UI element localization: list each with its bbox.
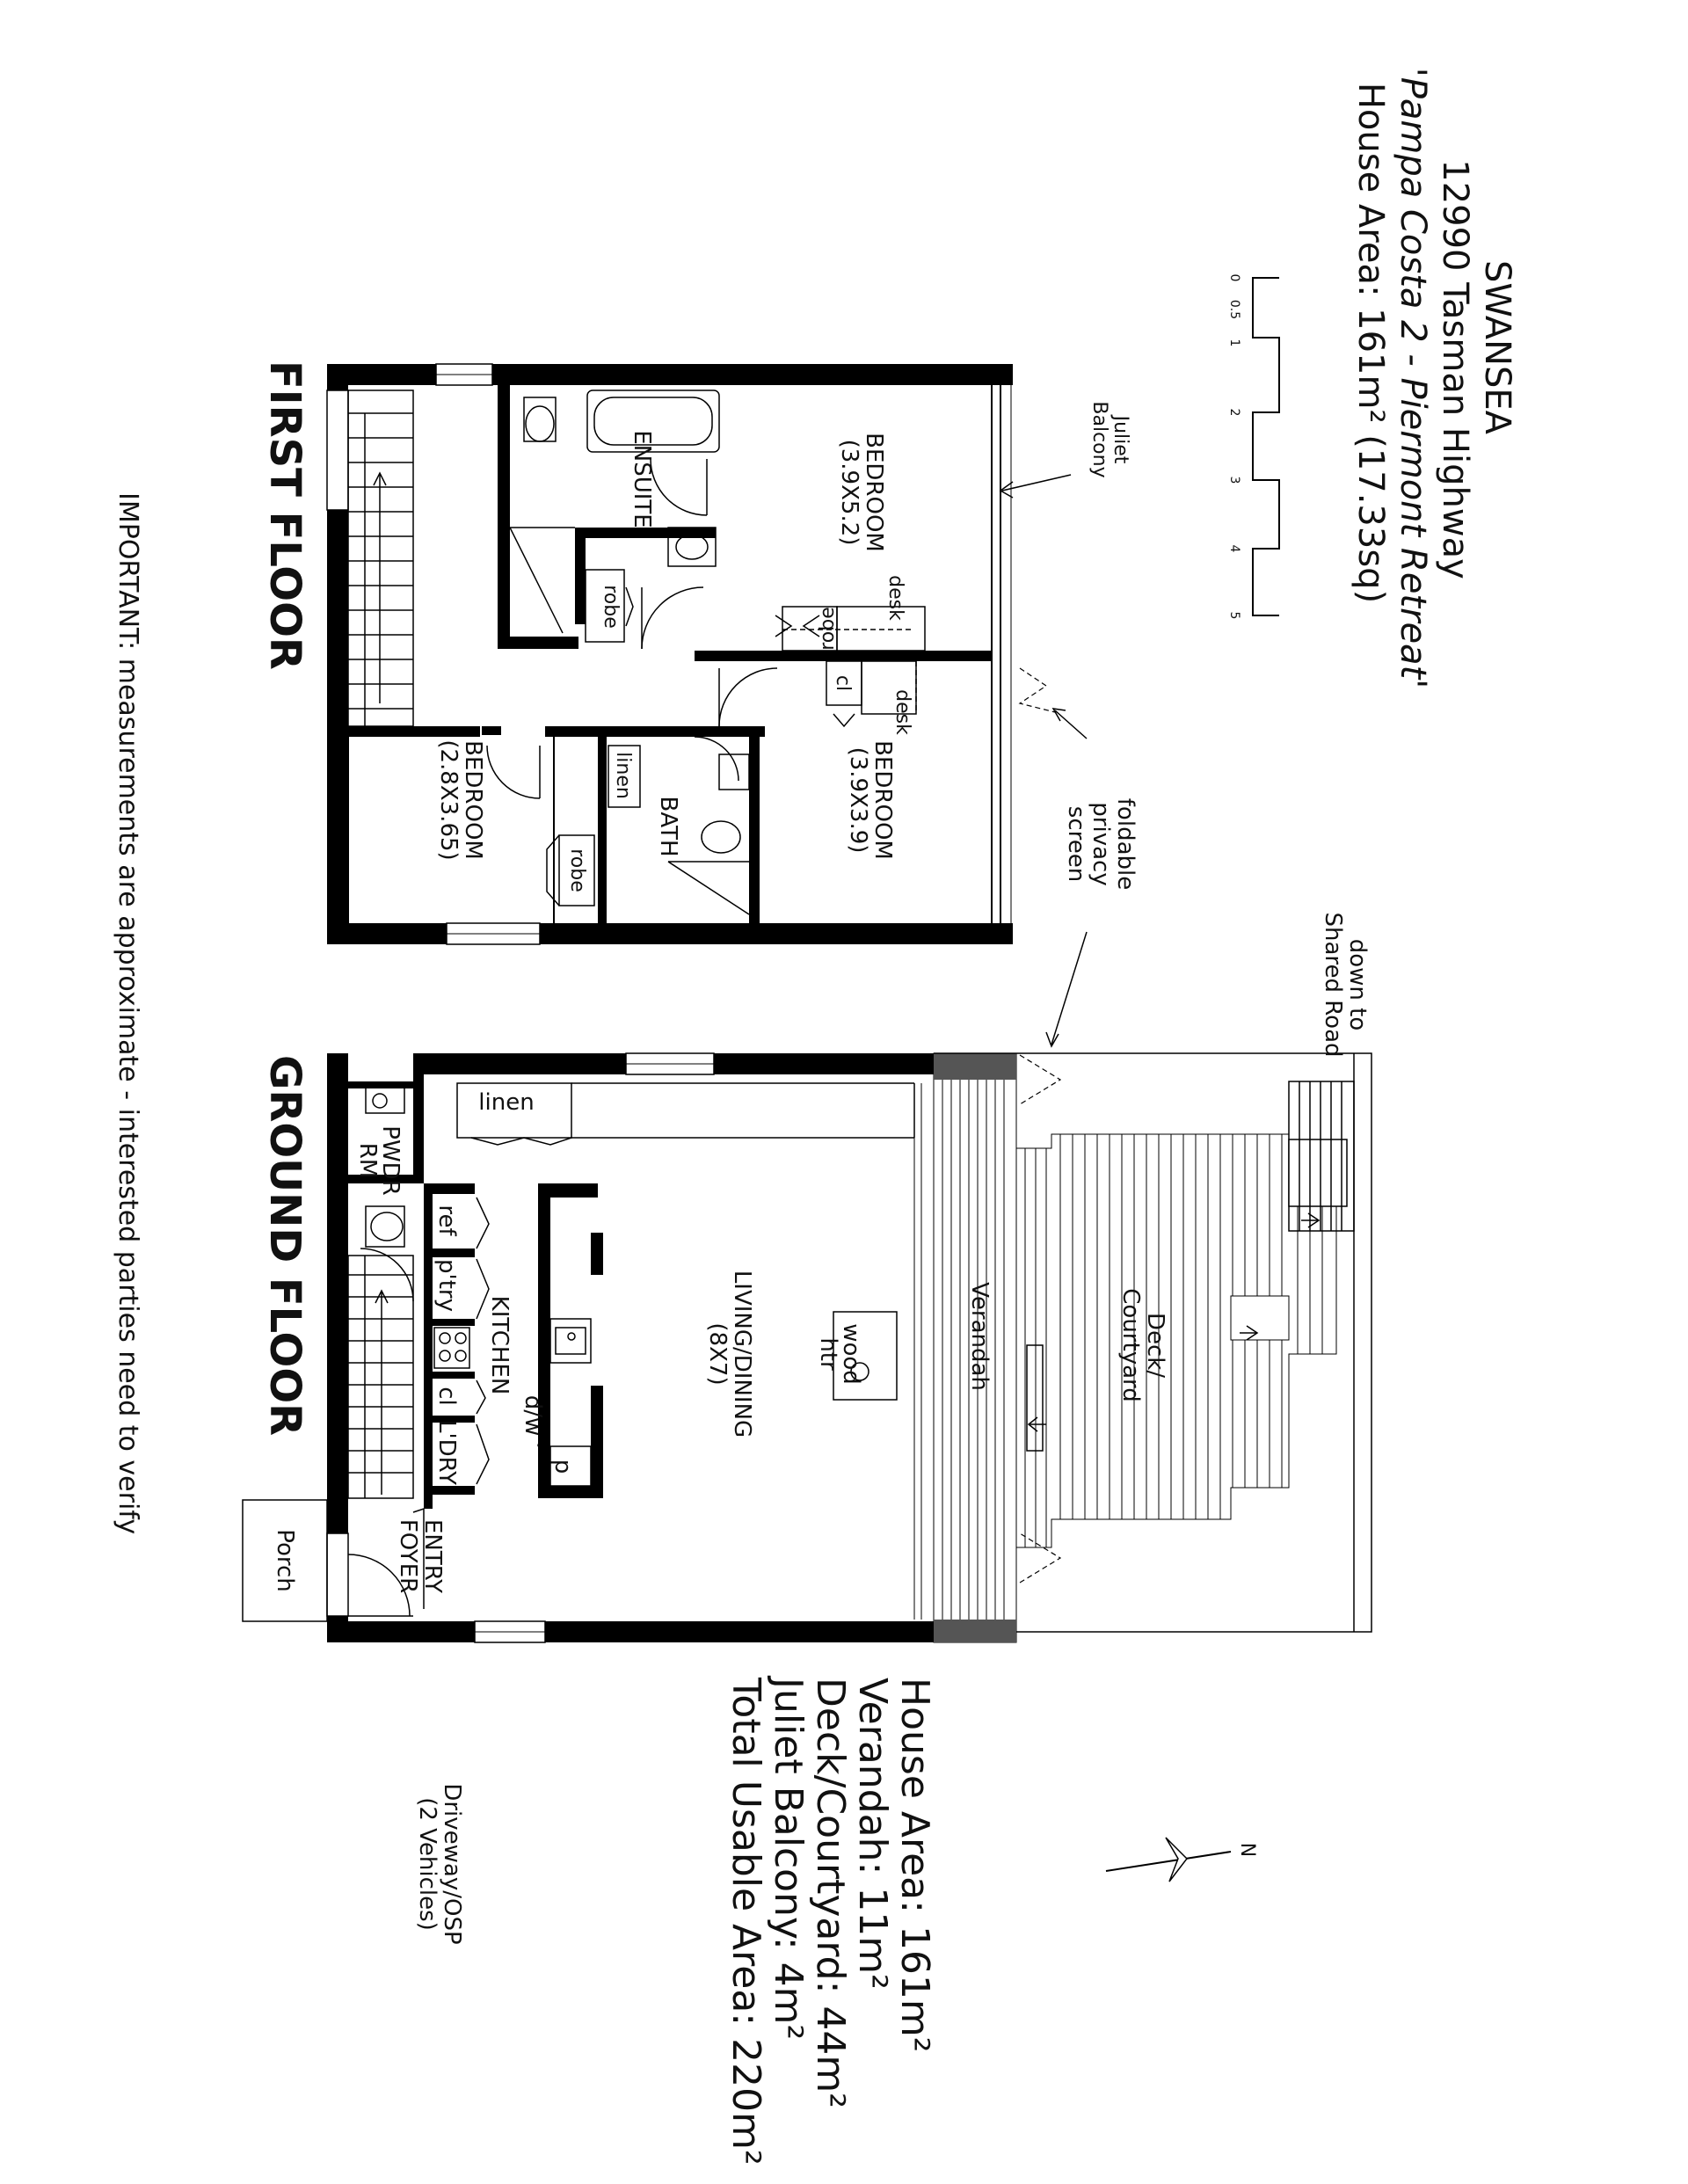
scale-label-3: 3 <box>1227 476 1241 484</box>
down-to-road-label-2: Shared Road <box>1320 912 1346 1058</box>
ref-label: ref <box>433 1205 460 1236</box>
scale-label-2: 2 <box>1227 408 1241 417</box>
bedroom-2-size: (3.9X3.9) <box>845 746 871 854</box>
title-block <box>1350 68 1517 688</box>
bedroom-2-label: BEDROOM <box>869 740 896 860</box>
scale-label-5: 5 <box>1227 611 1241 620</box>
porch-label: Porch <box>272 1529 298 1592</box>
cl-label-1: cl <box>832 674 854 692</box>
ensuite-label: ENSUITE <box>629 430 655 528</box>
title-line-1: SWANSEA <box>1477 259 1517 435</box>
cl-label-gf: cl <box>433 1387 460 1406</box>
entry-foyer-label-1: ENTRY <box>419 1518 446 1594</box>
first-floor-plan <box>260 360 1139 1046</box>
privacy-screen-label-3: screen <box>1063 805 1089 883</box>
robe-label-1: robe <box>600 585 622 629</box>
laundry-label: L'DRY <box>433 1420 460 1485</box>
linen-label-ff: linen <box>612 752 634 799</box>
pwdr-rm-label-1: PWDR <box>377 1125 404 1196</box>
ground-floor-heading: GROUND FLOOR <box>260 1055 309 1437</box>
important-note: IMPORTANT: measurements are approximate - interested parties need to verify <box>113 492 143 1535</box>
area-juliet: Juliet Balcony: 4m² <box>766 1678 811 2041</box>
bedroom-1-size: (3.9X5.2) <box>836 439 862 546</box>
scale-label-0: 0 <box>1227 273 1241 282</box>
title-line-4: House Area: 161m² (17.33sq) <box>1350 82 1391 604</box>
title-line-2: 12990 Tasman Highway <box>1435 159 1475 579</box>
scale-bar <box>1227 274 1279 620</box>
dw-label: d/w <box>520 1394 546 1437</box>
wood-heater-label-2: htr <box>815 1337 841 1371</box>
bedroom-1-label: BEDROOM <box>861 433 887 552</box>
pwdr-rm-label-2: RM <box>354 1142 381 1179</box>
verandah-label: Verandah <box>966 1282 993 1391</box>
desk-label-2: desk <box>891 689 913 735</box>
privacy-screen-label-1: foldable <box>1112 797 1139 891</box>
deck-label-1: Deck/ <box>1142 1312 1168 1379</box>
first-floor-heading: FIRST FLOOR <box>260 360 309 670</box>
scale-label-1: 1 <box>1227 339 1241 347</box>
wall-ff-left <box>327 364 348 390</box>
title-line-3: 'Pampa Costa 2 - Piermont Retreat' <box>1393 67 1433 689</box>
area-deck: Deck/Courtyard: 44m² <box>808 1678 853 2108</box>
area-summary <box>724 1675 937 2166</box>
linen-label-gf: linen <box>478 1089 535 1116</box>
area-verandah: Verandah: 11m² <box>850 1678 895 1990</box>
entry-foyer-label-2: FOYER <box>395 1518 421 1594</box>
scale-label-0-5: 0.5 <box>1227 299 1241 320</box>
scale-label-4: 4 <box>1227 544 1241 553</box>
wall-gf-bottom <box>327 1621 475 1642</box>
pantry-label: p'try <box>433 1259 460 1312</box>
privacy-screen-label-2: privacy <box>1088 802 1114 886</box>
wood-heater-label-1: wood <box>838 1323 864 1385</box>
p-label: p <box>549 1459 576 1474</box>
robe-label-3: robe <box>566 848 588 892</box>
driveway-label-2: (2 Vehicles) <box>414 1797 440 1931</box>
bath-label: BATH <box>655 796 681 857</box>
juliet-balcony-label-1: Juliet <box>1110 415 1131 464</box>
area-total: Total Usable Area: 220m² <box>724 1678 768 2166</box>
juliet-balcony-label-2: Balcony <box>1088 401 1110 478</box>
deck-label-2: Courtyard <box>1117 1288 1144 1402</box>
living-dining-size: (8X7) <box>704 1322 731 1386</box>
down-to-road-label-1: down to <box>1344 938 1371 1031</box>
bedroom-3-label: BEDROOM <box>460 740 486 860</box>
driveway-label-1: Driveway/OSP <box>439 1783 465 1945</box>
kitchen-label: KITCHEN <box>486 1295 513 1395</box>
living-dining-label: LIVING/DINING <box>729 1270 755 1438</box>
robe-label-2: robe <box>817 607 839 651</box>
ground-floor-plan <box>243 912 1372 1642</box>
bedroom-3-size: (2.8X3.65) <box>435 739 462 861</box>
north-label: N <box>1236 1842 1258 1858</box>
north-arrow-icon <box>1106 1838 1258 1882</box>
wall-gf-top <box>327 1053 348 1500</box>
area-house: House Area: 161m² <box>892 1678 937 2053</box>
desk-label-1: desk <box>884 575 906 621</box>
